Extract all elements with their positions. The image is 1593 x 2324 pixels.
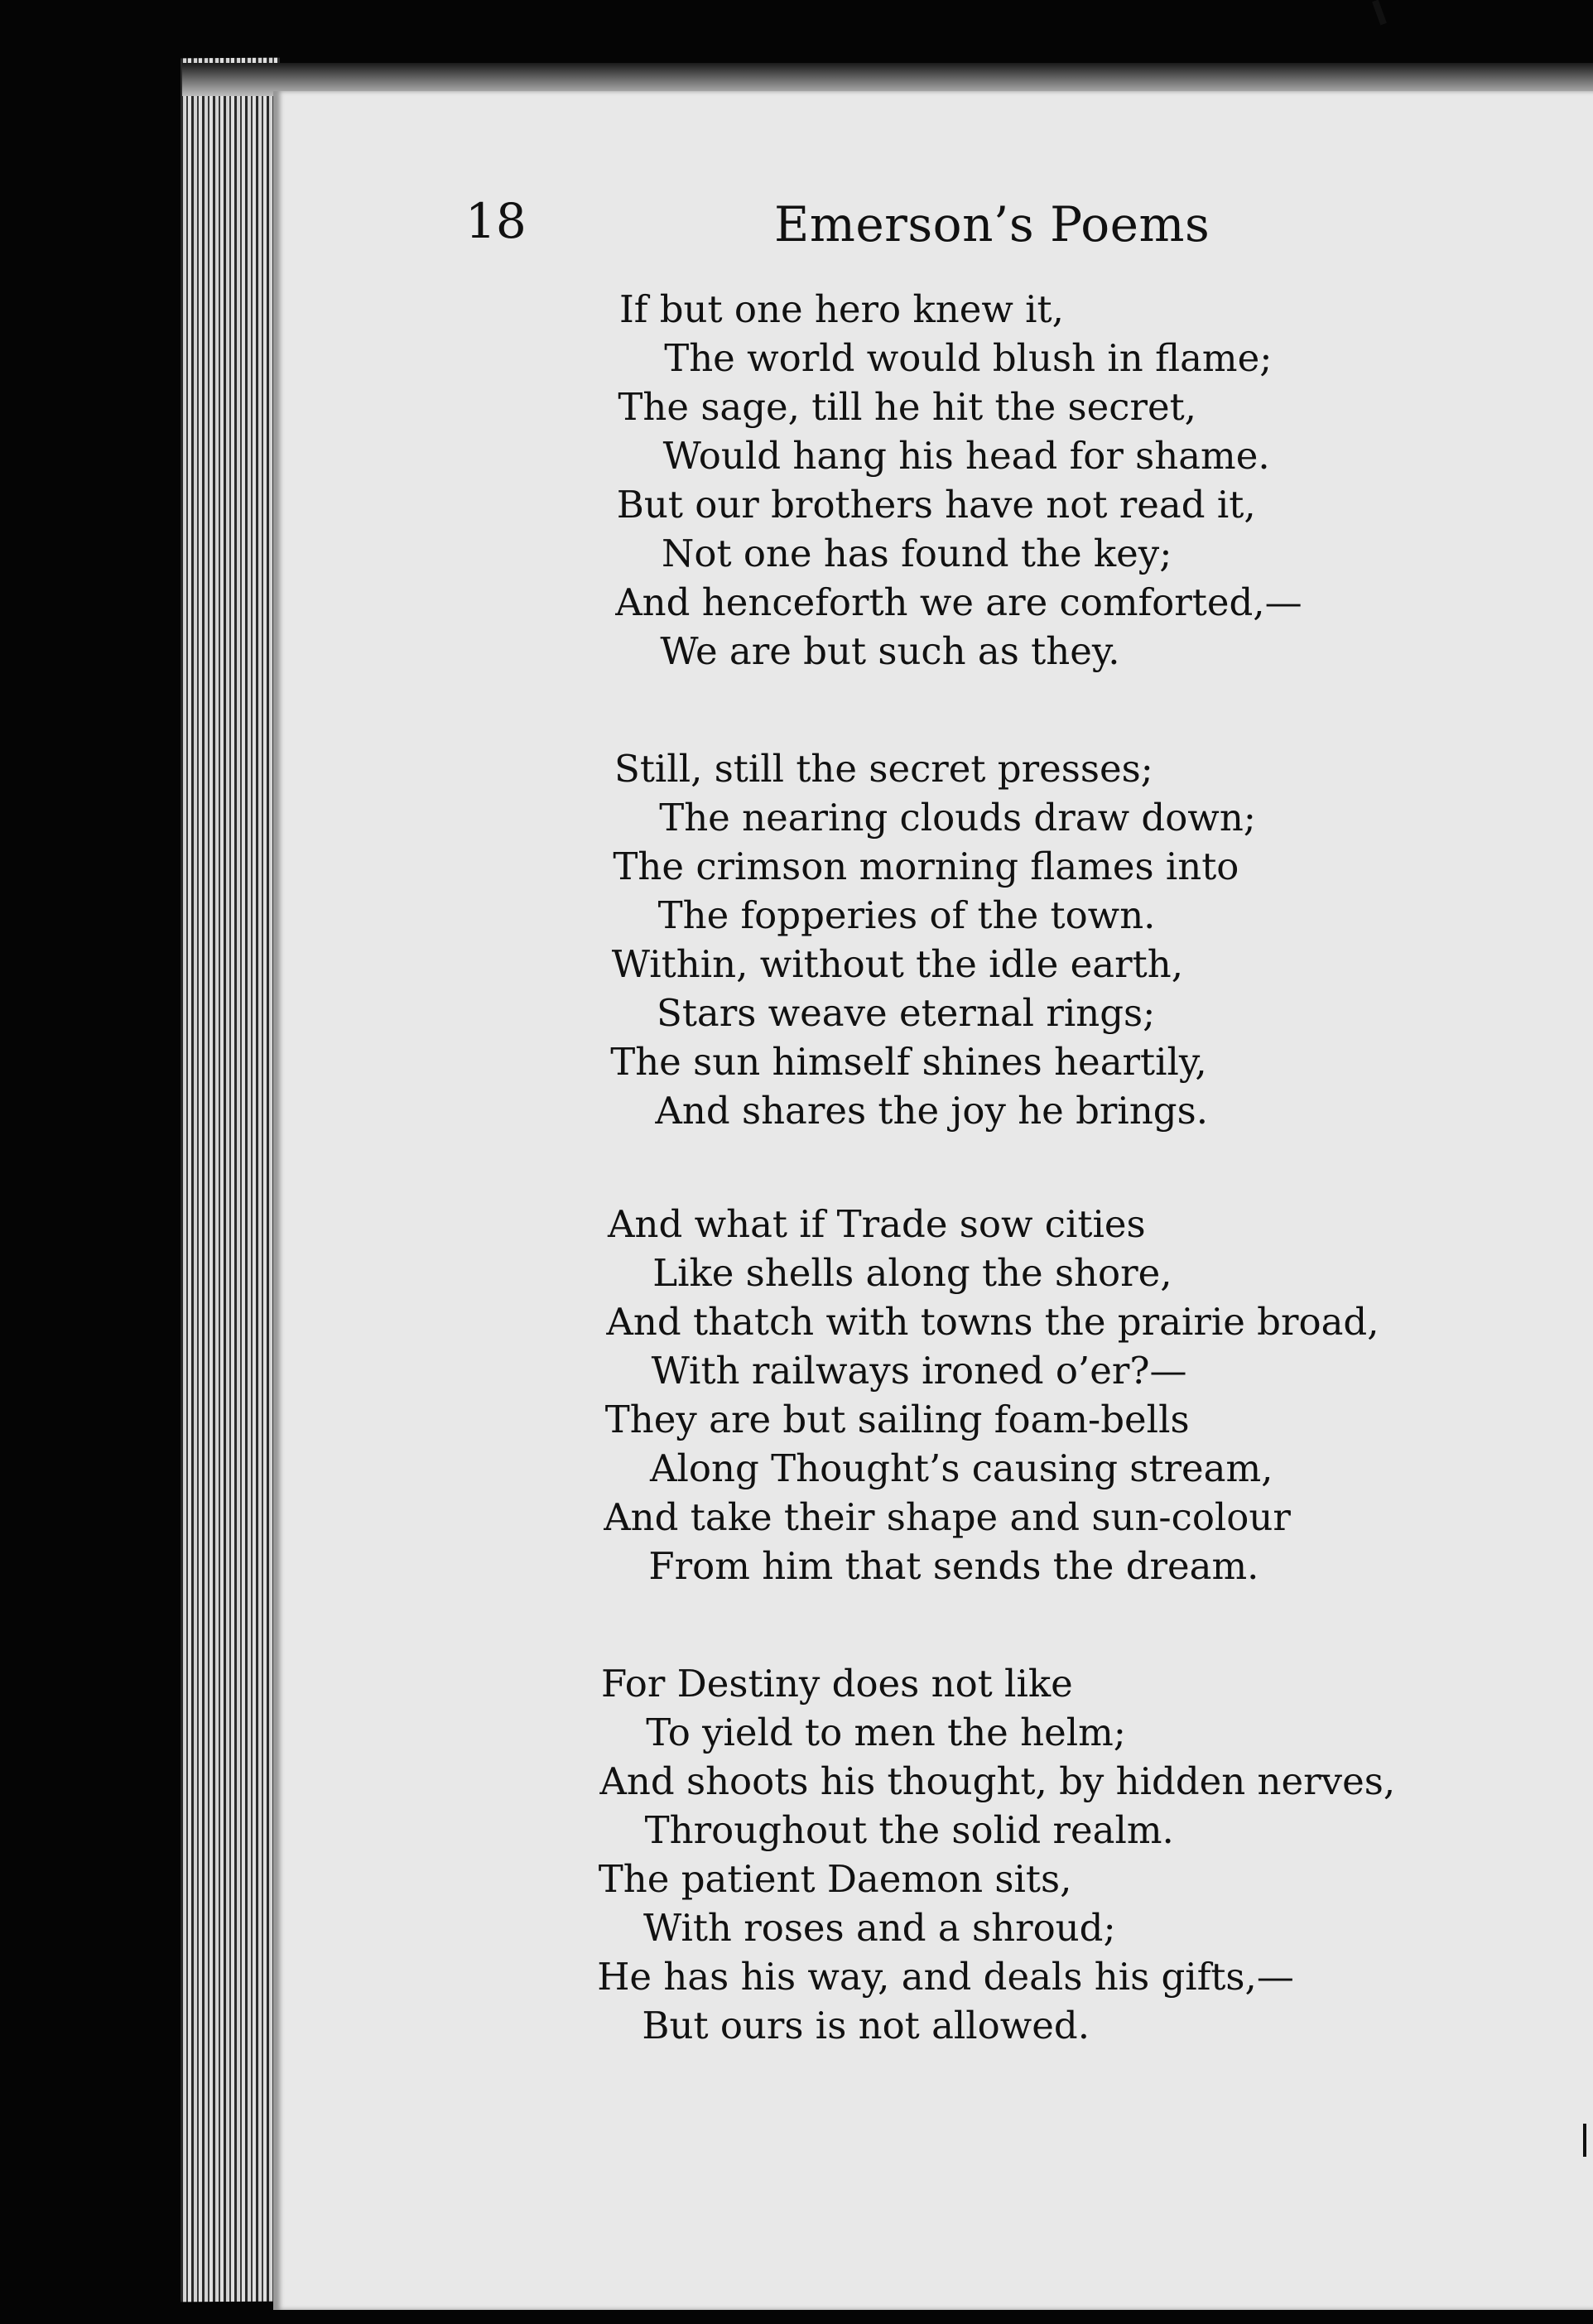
- poem-line: The fopperies of the town.: [657, 893, 1156, 937]
- page-number: 18: [465, 193, 527, 249]
- page-header: [0, 192, 1593, 258]
- running-title: Emerson’s Poems: [774, 196, 1210, 253]
- poem-line: From him that sends the dream.: [648, 1544, 1259, 1588]
- poem-line: And what if Trade sow cities: [608, 1202, 1146, 1246]
- poem-line: Within, without the idle earth,: [611, 942, 1184, 986]
- poem-line: The nearing clouds draw down;: [659, 796, 1256, 840]
- poem-line: And take their shape and sun-colour: [604, 1495, 1291, 1539]
- poem-line: If but one hero knew it,: [619, 287, 1064, 331]
- poem-line: And shares the joy he brings.: [655, 1089, 1209, 1133]
- poem-line: To yield to men the helm;: [646, 1711, 1126, 1754]
- poem-line: And thatch with towns the prairie broad,: [606, 1300, 1379, 1344]
- poem-line: The sun himself shines heartily,: [610, 1040, 1207, 1084]
- poem-line: He has his way, and deals his gifts,—: [597, 1955, 1294, 1999]
- poem-line: The patient Daemon sits,: [598, 1857, 1072, 1901]
- poem-line: The crimson morning flames into: [613, 844, 1239, 888]
- right-edge-mark: [1583, 2124, 1586, 2157]
- poem-line: Would hang his head for shame.: [662, 434, 1270, 478]
- poem-line: With railways ironed o’er?—: [651, 1349, 1187, 1393]
- poem-line: They are but sailing foam-bells: [604, 1398, 1190, 1441]
- poem-line: The world would blush in flame;: [664, 336, 1273, 380]
- poem-line: Stars weave eternal rings;: [657, 991, 1156, 1035]
- poem-line: And henceforth we are comforted,—: [615, 580, 1302, 624]
- poem-line: The sage, till he hit the secret,: [618, 385, 1196, 429]
- poem-line: With roses and a shroud;: [643, 1906, 1116, 1950]
- poem-line: Throughout the solid realm.: [644, 1808, 1174, 1852]
- top-right-mark: [1372, 0, 1387, 25]
- poem-line: Still, still the secret presses;: [614, 747, 1153, 791]
- poem-line: For Destiny does not like: [601, 1662, 1073, 1706]
- poem-line: Like shells along the shore,: [652, 1251, 1172, 1295]
- poem-line: Along Thought’s causing stream,: [650, 1446, 1273, 1490]
- poem-line: And shoots his thought, by hidden nerves,: [599, 1759, 1396, 1803]
- poem-line: Not one has found the key;: [662, 532, 1172, 575]
- poem-line: But ours is not allowed.: [642, 2004, 1090, 2047]
- poem-line: But our brothers have not read it,: [616, 483, 1256, 527]
- poem-line: We are but such as they.: [660, 629, 1120, 673]
- page-edges: [180, 58, 280, 2302]
